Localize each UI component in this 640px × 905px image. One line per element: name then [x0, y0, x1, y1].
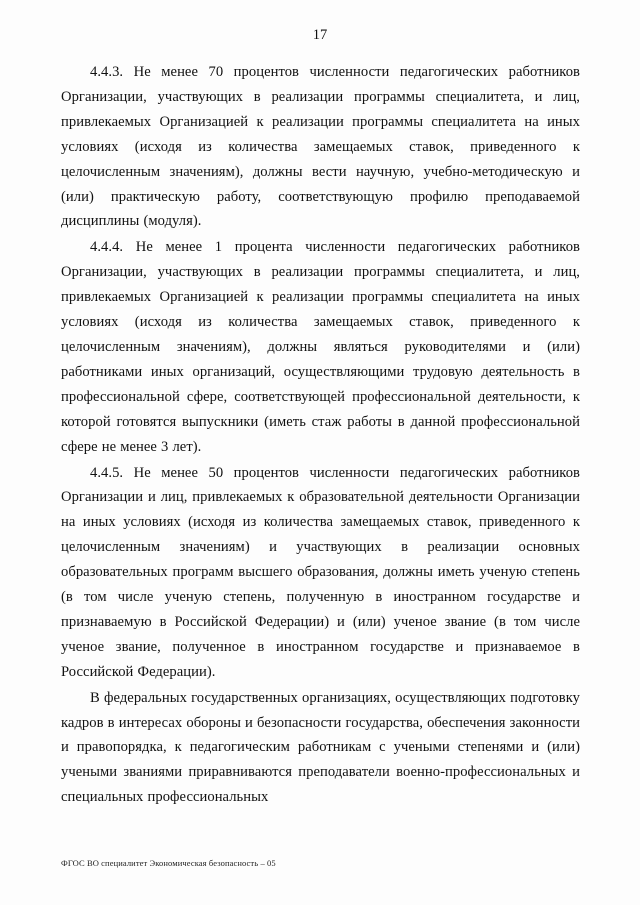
paragraph-4-4-4: 4.4.4. Не менее 1 процента численности педагогических работников Организации, участвующих в реализации программы специалитета, и лиц, привлекаемых Организацией к реализации программы специалитета на иных условиях (исходя из количества замещаемых ставок, приведенного к целочисленным значениям), должны являться руководителями и (или) работниками иных организаций, осуществляющими трудовую деятельность в профессиональной сфере, соответствующей профессиональной деятельности, к которой готовятся выпускники (иметь стаж работы в данной профессиональной сфере не менее 3 лет). [61, 239, 580, 455]
document-body [61, 60, 580, 810]
page-footer: ФГОС ВО специалитет Экономическая безопасность – 05 [61, 858, 276, 868]
paragraph-4-4-5: 4.4.5. Не менее 50 процентов численности педагогических работников Организации и лиц, привлекаемых к образовательной деятельности Организации на иных условиях (исходя из количества замещаемых ставок, приведенного к целочисленным значениям) и участвующих в реализации основных образовательных программ высшего образования, должны иметь ученую степень (в том числе ученую степень, полученную в иностранном государстве и признаваемую в Российской Федерации) и (или) ученое звание (в том числе ученое звание, полученное в иностранном государстве и признаваемое в Российской Федерации). [61, 464, 580, 680]
paragraph-federal-organizations: В федеральных государственных организациях, осуществляющих подготовку кадров в интересах обороны и безопасности государства, обеспечения законности и правопорядка, к педагогическим работникам с учеными степенями и (или) учеными званиями приравниваются преподаватели военно-профессиональных и специальных профессиональных [61, 689, 580, 806]
page-number: 17 [312, 27, 328, 43]
paragraph-4-4-3: 4.4.3. Не менее 70 процентов численности педагогических работников Организации, участвующих в реализации программы специалитета, и лиц, привлекаемых Организацией к реализации программы специалитета на иных условиях (исходя из количества замещаемых ставок, приведенного к целочисленным значениям), должны вести научную, учебно-методическую и (или) практическую работу, соответствующую профилю преподаваемой дисциплины (модуля). [61, 64, 580, 230]
